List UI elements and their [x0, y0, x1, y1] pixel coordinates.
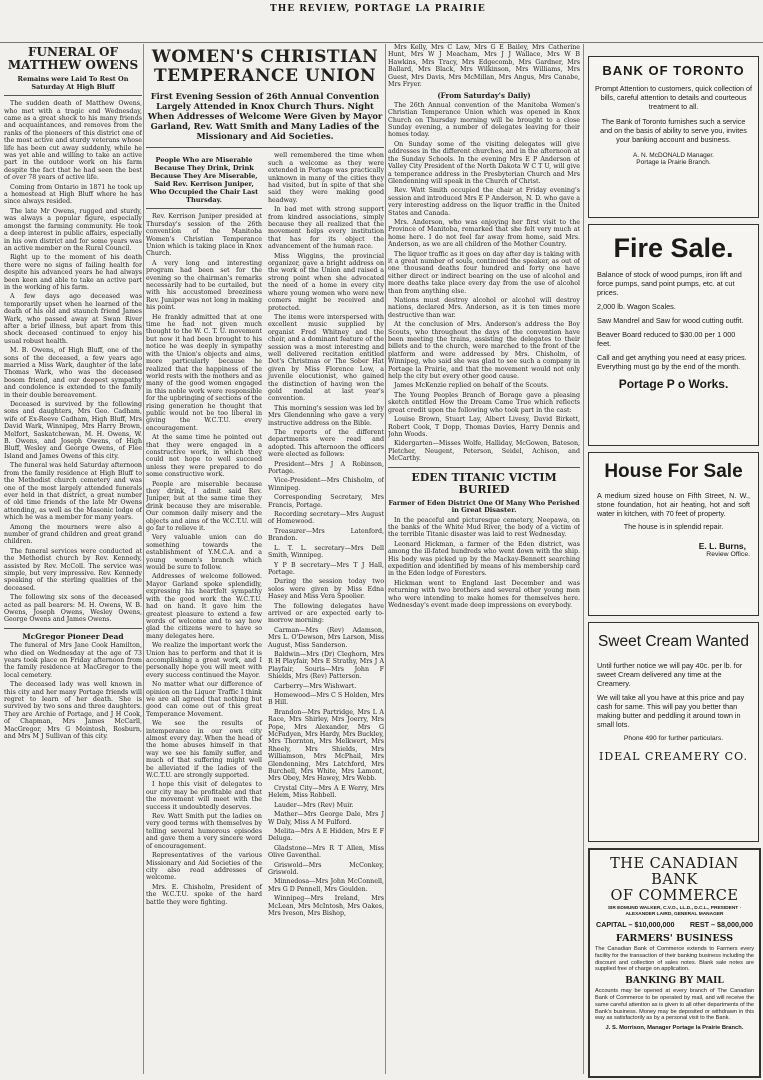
paragraph: Right up to the moment of his death there were no signs of failing health for despite his advanced years he had always been keen and able to take an active part in the working of his farm. — [4, 254, 142, 291]
paragraph: Mather—Mrs George Dale, Mrs J W Daly, Miss A M Fulford. — [268, 811, 384, 826]
paragraph: A very long and interesting program had been set for the evening so the chairman's remarks necessarily had to be curtailed, but with his accustomed breeziness Rev. Juniper was not long in making his point. — [146, 259, 262, 312]
cibc-title-1: THE CANADIAN BANK — [610, 856, 739, 888]
wctu-left-column — [146, 152, 262, 919]
delegate-names: Mrs Kelly, Mrs C Law, Mrs G E Bailey, Mrs Catherine Hunt, Mrs W J Meacham, Mrs J J Wallace, Mrs W B Hawkins, Mrs Tracy, Mrs Edgecomb, Mrs Gardner, Mrs Ballard, Mrs Black, Mrs Wilkinson, Mrs Williams, Mrs Guest, Mrs Davis, Mrs McMillan, Mrs Angus, Mrs Canabe, Mrs Fryer. — [388, 44, 580, 89]
paragraph: Melita—Mrs A E Hidden, Mrs E F Deluga. — [268, 827, 384, 843]
bank-toronto-title: BANK OF TORONTO — [602, 63, 745, 78]
paragraph: At the conclusion of Mrs. Anderson's address the Boy Scouts, who throughout the days of the convention have been meeting the trains, assisting the delegates to their billets and to the church, were marched to the front of the platform and were addressed by Mrs. Chisholm, of Winnipeg, who said she was glad to see such a company in Portage la Prairie, and that the movement would not only help the city but every other good cause. — [388, 321, 580, 381]
fire-sale-line: Call and get anything you need at easy prices. Everything must go by the end of the month. — [597, 353, 747, 371]
paragraph: Corresponding Secretary, Mrs Francis, Portage. — [268, 494, 384, 509]
paragraph: Coming from Ontario in 1871 he took up a homestead at High Bluff where he has since always resided. — [4, 183, 142, 206]
mcgregor-body — [4, 642, 142, 740]
masthead-title: THE REVIEW, PORTAGE LA PRAIRIE — [270, 4, 486, 14]
paragraph: Vice-President—Mrs Chisholm, of Winnipeg. — [268, 477, 384, 492]
paragraph: well remembered the time when such a welcome as they were extended in Portage was practically unknown in many of the cities they had visited, but in spite of that she said they were making good headway. — [268, 152, 384, 204]
paragraph: Miss Wiggins, the provincial organizer, gave a bright address on the work of the Union and raised a strong point when she advocated the need of a home in every city where young women who were new comers might be received and protected. — [268, 252, 384, 312]
cream-body2: We will take all you have at this price and pay cash for same. This will pay you better than making butter and peddling it around town in small lots. — [597, 692, 745, 730]
paragraph: The following delegates have arrived or are expected early to-morrow morning: — [268, 602, 384, 625]
paragraph: Leonard Hickman, a farmer of the Eden district, was among the ill-fated hundreds who went down with the ship. His body was picked up by the Mackay-Bennett searching expedition and identified by means of his membership card in the Eden lodge of Foresters. — [388, 540, 580, 578]
eden-body — [388, 517, 580, 610]
cibc-mail-head: BANKING BY MAIL — [625, 976, 724, 987]
paragraph: We realize the important work the Union has to perform and that it is accomplishing a great work, and I personally hope you will meet with every success continued the Mayor. — [146, 642, 262, 679]
paragraph: M. B. Owens, of High Bluff, one of the sons of the deceased, a few years ago married a Miss Wark, daughter of the late Thomas Wark, who was the deceased bosom friend, and our deepest sympathy and condolence is extended to the family in their double bereavement. — [4, 347, 142, 399]
fire-sale-line: Balance of stock of wood pumps, iron lift and force pumps, sand point pumps, etc. at cut prices. — [597, 270, 742, 297]
cream-body1: Until further notice we will pay 40c. per lb. for sweet Cream delivered any time at the Creamery. — [597, 661, 743, 689]
cream-title: Sweet Cream Wanted — [597, 633, 750, 650]
paragraph: Y P B secretary—Mrs T J Hall, Portage. — [268, 561, 384, 576]
saturday-body — [388, 102, 580, 463]
paragraph: Among the mourners were also a number of grand children and great grand children. — [4, 523, 142, 546]
paragraph: James McKenzie replied on behalf of the Scouts. — [394, 382, 549, 390]
wctu-deck: First Evening Session of 26th Annual Convention Largely Attended in Knox Church Thurs. Night When Addresses of Welcome Were Given by Mayor Garland, Rev. Watt Smith and Many Ladies of the Missionary and Aid Societies. — [147, 91, 383, 142]
wctu-heading: WOMEN'S CHRISTIAN TEMPERANCE UNION — [151, 47, 379, 86]
paragraph: Carman—Mrs (Rev) Adamson, Mrs L. O'Dewson, Mrs Larson, Miss August, Miss Sanderson. — [268, 626, 384, 649]
wctu-right-column — [268, 152, 384, 919]
house-for-sale-ad — [588, 452, 759, 616]
cibc-farmers-head: FARMERS' BUSINESS — [615, 933, 734, 944]
canadian-bank-of-commerce-ad — [588, 848, 761, 1078]
paragraph: Rev. Kerrison Juniper presided at Thursday's session of the 26th convention of the Manitoba Women's Christian Temperance Union which is taking place in Knox Church. — [146, 213, 262, 258]
paragraph: Minnedosa—Mrs John McConnell, Mrs G D Pennell, Mrs Goulden. — [268, 878, 384, 893]
cream-phone: Phone 490 for further particulars. — [623, 735, 724, 743]
house-sale-condition: The house is in splendid repair. — [623, 522, 724, 531]
paragraph: This morning's session was led by Mrs Glendenning who gave a very instructive address on the Bible. — [268, 404, 384, 427]
paragraph: At the same time he pointed out that they were engaged in a constructive work, in which they could not hope to well succeed unless they were prepared to do some constructive work. — [146, 434, 262, 479]
cibc-manager: J. S. Morrison, Manager Portage la Prairie Branch. — [605, 1025, 744, 1032]
paragraph: The items were interspersed with excellent music supplied by organist Fred Whitney and the choir, and a dominant feature of the session was a most interesting and well delivered recitation entitled Dot's Christmas or The Sober Hat given by Miss Florence Low, a juvenile elocutionist, who gained the distinction of having won the gold medal at last year's convention. — [268, 313, 384, 403]
bank-of-toronto-ad — [588, 56, 759, 218]
fire-sale-line: 2,000 lb. Wagon Scales. — [597, 302, 676, 311]
fire-sale-line: Beaver Board reduced to $30.00 per 1 000 feet. — [597, 330, 736, 348]
paragraph: Lauder—Mrs (Rev) Muir. — [274, 801, 354, 809]
paragraph: The 26th Annual convention of the Manitoba Women's Christian Temperance Union which was opened in Knox Church on Thursday morning will be brought to a close Sunday evening, a number of delegates leaving for their homes today. — [388, 101, 580, 139]
paragraph: The following six sons of the deceased acted as pall bearers: M. H. Owens, W. B. Owens, Joseph Owens, Wesley Owens, George Owens and James Owens. — [4, 594, 142, 624]
cibc-title-2: OF COMMERCE — [610, 888, 739, 904]
paragraph: A few days ago deceased was temporarily upset when he learned of the death of his old and staunch friend James Wark, who passed away at Swan River after a brief illness, but apart from this shock deceased continued to enjoy his usual robust health. — [4, 293, 142, 345]
paragraph: Recording secretary—Mrs August of Homewood. — [268, 511, 384, 526]
paragraph: Addresses of welcome followed. Mayor Garland spoke splendidly, expressing his heartfelt sympathy with the good work the W.C.T.U. had on hand. It gave him the greatest pleasure to extend a few words of welcome and to say how glad the citizens were to have so many delegates here. — [146, 573, 262, 640]
saturday-subhead: (From Saturday's Daily) — [437, 91, 531, 101]
paragraph: Nations must destroy alcohol or alcohol will destroy nations, declared Mrs. Anderson, as it is ten times more destructive than war. — [388, 297, 580, 319]
bank-toronto-branch: Portage la Prairie Branch. — [636, 159, 711, 166]
convention-column — [388, 44, 580, 1074]
wctu-right-body — [268, 152, 384, 917]
paragraph: The deceased lady was well known in this city and her many Portage friends will regret to learn of her death. She is survived by two sons and three daughters. They are Archie of Portage, and J H Cook, of Chapman, Mrs James McCarll, MacGregor, Mrs G Mointosh, Rosburn, and Mrs M J Sullivan of this city. — [4, 681, 142, 741]
divider — [4, 95, 142, 96]
divider — [4, 628, 142, 629]
paragraph: L. T. L. secretary—Mrs Dell Smith, Winnipeg. — [268, 544, 384, 560]
paragraph: In the peaceful and picturesque cemetery, Neepawa, on the banks of the White Mud River, the body of a victim of the terrible Titanic disaster was laid to rest Wednesday. — [388, 516, 580, 539]
paragraph: Crystal City—Mrs A E Werry, Mrs Helem, Miss Robbell. — [268, 784, 384, 800]
cibc-mail-body: Accounts may be opened at every branch of The Canadian Bank of Commerce to be operated by mail, and will receive the same careful attention as is given to all other departments of the Bank's business. Money may be deposited or withdrawn in this way as satisfactorily as by a personal visit to the Bank. — [595, 988, 754, 1022]
paragraph: Louise Brown, Stuart Lay, Albert Livesy, David Birkett, Robert Cook, T Dopp, Thomas Davies, Harry Dennis and John Woods. — [388, 416, 580, 438]
funeral-body — [4, 100, 142, 624]
paragraph: Winnipeg—Mrs Ireland, Mrs McLean, Mrs McIntosh, Mrs Oakes, Mrs Iveson, Mrs Bishop, — [268, 895, 384, 917]
column-rule — [385, 44, 386, 1074]
cibc-farmers-body: The Canadian Bank of Commerce extends to Farmers every facility for the transaction of their banking business including the discount and collection of sales notes. Blank sale notes are supplied free of charge on application. — [595, 946, 754, 973]
funeral-heading: FUNERAL OF MATTHEW OWENS — [7, 45, 139, 73]
paragraph: Griswold—Mrs McConkey, Griswold. — [268, 861, 384, 876]
paragraph: Mrs. Anderson, who was enjoying her first visit to the Province of Manitoba, remarked that she felt very much at home here. I do not feel far away from home, said Mrs. Anderson, as we are all children of the Mother Country. — [388, 218, 580, 249]
paragraph: Homewood—Mrs C S Holden, Mrs B Hill. — [268, 692, 384, 707]
paragraph: The funeral services were conducted at the Methodist church by Rev. Kennedy, assisted by Rev. McColl. The service was simple, but very impressive. Rev. Kennedy speaking of the sterling qualities of the deceased. — [4, 547, 142, 592]
paragraph: He frankly admitted that at one time he had not given much thought to the W. C. T. U. movement but now it had been brought to his notice he was deeply in sympathy with the Union's objects and aims, more particularly because he realized that the happiness of the world rests with the mothers and as many of the good women engaged in this noble work were responsible for the upbringing of sections of the rising generation he thought that public would not be too liberal in giving the W.C.T.U. every encouragement. — [146, 313, 262, 432]
paragraph: Gladstone—Mrs R T Allen, Miss Olive Gaventhal. — [268, 844, 384, 860]
paragraph: I hope this visit of delegates to our city may be profitable and that the movement will meet with the success it undoubtedly deserves. — [146, 781, 262, 811]
paragraph: President—Mrs J A Robinson, Portage. — [268, 460, 384, 476]
cibc-rest-label: REST — [689, 920, 710, 929]
bank-toronto-line2: The Bank of Toronto furnishes such a service and on the basis of ability to serve you, invites your banking account and business. — [600, 117, 747, 144]
bank-toronto-line1: Prompt Attention to customers, quick collection of bills, careful attention to details and courteous treatment to all. — [595, 84, 753, 111]
house-sale-body: A medium sized house on Fifth Street, N. W., stone foundation, hot air heating, hot and soft water in kitchen, with 70 feet of property. — [597, 491, 750, 518]
paragraph: Mrs. E. Chisholm, President of the W.C.T.U. spoke of the hard battle they were fighting. — [146, 883, 262, 906]
paragraph: The late Mr Owens, rugged and sturdy, was always a popular figure, especially amongst the farming community. He took a deep interest in public affairs, especially in his own district and for some years was an active member on the Rural Council. — [4, 207, 142, 252]
paragraph: Very valuable union can do something towards the establishment of Y.M.C.A. and a young women's branch which would be sure to follow. — [146, 534, 262, 572]
mcgregor-subhead: McGregor Pioneer Dead — [22, 631, 124, 641]
eden-heading: EDEN TITANIC VICTIM BURIED — [411, 470, 557, 496]
masthead — [0, 0, 763, 43]
divider — [146, 208, 262, 209]
paragraph: The liquor traffic as it goes on day after day is taking with it a great number of souls, continued the speaker, as out of one thousand deaths four hundred and forty one have either direct or indirect bearing on the use of alcohol and more deaths take place every day from the use of alcohol than from anything else. — [388, 250, 580, 295]
paragraph: Hickman went to England last December and was returning with two brothers and several other young men who were intending to make homes for themselves here. Wednesday's event made deep impressions on everybody. — [388, 579, 580, 609]
funeral-column — [4, 44, 142, 1074]
sweet-cream-ad — [588, 622, 759, 842]
column-rule — [143, 44, 144, 1074]
divider — [388, 467, 580, 468]
paragraph: Carberry—Mrs Wishwart. — [274, 682, 357, 690]
house-sale-name: E. L. Burns, — [698, 541, 746, 551]
paragraph: Rev. Watt Smith occupied the chair at Friday evening's session and introduced Mrs E P Anderson, N. D. who gave a very interesting address on the liquor traffic in the United States and Canada. — [388, 187, 580, 217]
paragraph: Treasurer—Mrs Latenford, Brandon. — [268, 527, 384, 543]
wctu-left-body — [146, 213, 262, 906]
paragraph: The reports of the different departments were read and adopted. This afternoon the officers were elected as follows: — [268, 429, 384, 459]
paragraph: On Sunday some of the visiting delegates will give addresses in the different churches, and in the afternoon at the Sunday Schools. In the evening Mrs E P Anderson of Valley City President of the North Dakota W C T U, will give a temperance address in the Presbyterian Church and Mrs Glendenning will speak in the Church of Christ. — [388, 140, 580, 185]
house-sale-title: House For Sale — [604, 461, 743, 482]
paragraph: Baldwin—Mrs (Dr) Cleghorn, Mrs R H Playfair, Mrs E Strathy, Mrs J A Playfair, Souris—Mrs John F Shields, Mrs (Rev) Patterson. — [268, 650, 384, 681]
cibc-rest: $8,000,000 — [717, 920, 753, 929]
paragraph: The funeral of Mrs Jane Cook Hamilton, who died on Wednesday at the age of 73 years took place on Friday afternoon from the family residence at MacGregor to the local cemetery. — [4, 642, 142, 679]
fire-sale-ad — [588, 224, 759, 446]
paragraph: Brandon—Mrs Partridge, Mrs L A Race, Mrs Shirley, Mrs Joerry, Mrs Pope, Mrs Alexander, Mrs G McFadyen, Mrs Hardy, Mrs Buckley, Mrs Thornton, Mrs Melkwert, Mrs Rheely, Mrs Shields, Mrs Williamson, Mrs McPhail, Mrs Glendenning, Mrs Latchford, Mrs Burchell, Mrs White, Mrs Lamont, Mrs Obey, Mrs Hawey, Mrs Webb. — [268, 708, 384, 783]
cibc-officers: SIR EDMUND WALKER, C.V.O., LL.D., D.C.L., PRESIDENT · ALEXANDER LAIRD, GENERAL MANAGER — [607, 906, 742, 917]
fire-sale-title: Fire Sale. — [613, 233, 734, 263]
house-sale-office: Review Office. — [706, 551, 750, 558]
cibc-capital: $10,000,000 — [634, 920, 675, 929]
funeral-subhead: Remains were Laid To Rest On Saturday At High Bluff — [17, 75, 129, 91]
paragraph: Deceased is survived by the following sons and daughters, Mrs Geo. Cadham, wife of Ex-Reeve Cadham, High Bluff, Mrs David Wark, Winnipeg, Mrs Harry Brown, Melfort, Saskatchewan, M. H. Owens, W. B. Owens, and Joseph Owens, of High Bluff, Wesley and George Owens, of Flee Island and James Owens of this city. — [4, 401, 142, 460]
paragraph: In bad met with strong support from kindred associations, simply because they all realized that the movement helps every institution that has for its object the advancement of the human race. — [268, 206, 384, 251]
paragraph: During the session today two solos were given by Miss Edna Hasey and Miss Vera Spoolier. — [268, 578, 384, 601]
paragraph: The funeral was held Saturday afternoon from the family residence at High Bluff to the Methodist church cemetery and was one of the most largely attended funerals ever held in that district, a great number of old time friends of the late Mr Owens attending, as well as the Masonic lodge of which he was a member for many years. — [4, 462, 142, 522]
fire-sale-lines — [597, 270, 750, 371]
paragraph: We see the results of intemperance in our own city almost every day. When the head of the home abuses himself in that way we see his family suffer, and much of that suffering might well be alleviated if the ladies of the W.C.T.U. are strongly supported. — [146, 720, 262, 780]
eden-subhead: Farmer of Eden District One Of Many Who Perished in Great Disaster. — [388, 498, 580, 515]
divider — [146, 147, 384, 148]
paragraph: Rev. Watt Smith put the ladies on very good terms with themselves by telling several humorous episodes and gave them a very sincere word of encouragement. — [146, 813, 262, 850]
wctu-column — [146, 44, 384, 1074]
bank-toronto-manager: A. N. McDONALD Manager. — [633, 152, 714, 159]
paragraph: The sudden death of Matthew Owens, who met with a tragic end Wednesday, came as a great shock to his many friends and acquaintances, and removes from the ranks of the pioneers of this district one of the most active and sturdy veterans whose life has been cut away suddenly, while he was yet able and willing to take an active part in the outdoor work on his farm despite the fact that he had seen the best of over 78 years of active life. — [4, 100, 142, 182]
cibc-capital-label: CAPITAL — [596, 920, 627, 929]
paragraph: No matter what our difference of opinion on the Liquor Traffic I think we are all agreed that nothing but good can come out of this great Temperance Movement. — [146, 681, 262, 718]
column-rule — [583, 44, 584, 1074]
paragraph: Kidergarten—Misses Wolfe, Halliday, McGowen, Bateson, Pletcher, Neugent, Peterson, Seidel, Achison, and McCarthy. — [388, 440, 580, 463]
paragraph: People are miserable because they drink, I admit said Rev. Juniper, but at the same time they drink because they are miserable. Our common daily misery and the objects and aims of the W.C.T.U. will go far to relieve it. — [146, 480, 262, 533]
wctu-quote: People Who are Miserable Because They Drink, Drink Because They Are Miserable, Said Rev. Kerrison Juniper, Who Occupied the Chair Last Thursday. — [149, 156, 259, 205]
paragraph: The Young Peoples Branch of Borage gave a pleasing sketch entitled How the Dream Came True which reflects great credit upon the following who took part in the cast: — [388, 391, 580, 414]
fire-sale-line: Saw Mandrel and Saw for wood cutting outfit. — [597, 316, 744, 325]
paragraph: Representatives of the various Missionary and Aid Societies of the city also read addresses of welcome. — [146, 852, 262, 882]
cream-company: IDEAL CREAMERY CO. — [599, 750, 748, 764]
fire-sale-footer: Portage P o Works. — [618, 377, 729, 391]
cibc-capital-row: CAPITAL – $10,000,000 REST – $8,000,000 — [596, 920, 753, 929]
